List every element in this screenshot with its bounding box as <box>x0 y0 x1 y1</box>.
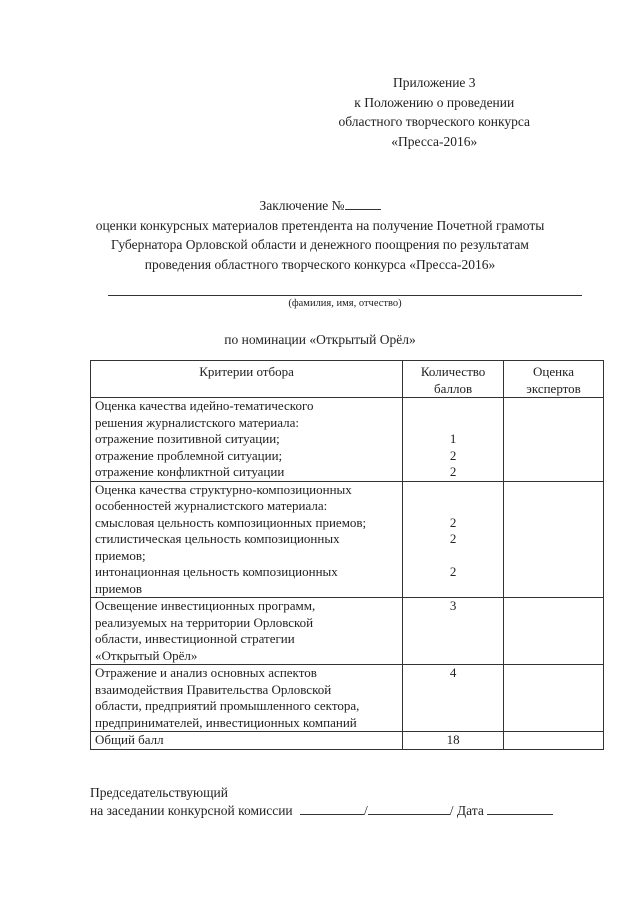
conclusion-header <box>70 196 570 274</box>
criteria-cell: Отражение и анализ основных аспектов взаимодействия Правительства Орловской области, предприятий промышленного сектора, предпринимателей, инвестиционных компаний <box>91 665 403 732</box>
points-cell: 3 <box>403 598 504 665</box>
total-points: 18 <box>403 732 504 750</box>
header-points <box>403 361 504 398</box>
conclusion-line-1: оценки конкурсных материалов претендента на получение Почетной грамоты <box>95 217 545 233</box>
signature-line <box>90 802 553 820</box>
conclusion-line-3: проведения областного творческого конкурса «Пресса-2016» <box>144 256 496 272</box>
total-expert-score[interactable] <box>504 732 604 750</box>
total-label: Общий балл <box>91 732 403 750</box>
appendix-ref-line: к Положению о проведении <box>354 94 515 110</box>
header-experts-line-2: экспертов <box>526 380 581 396</box>
criteria-cell: Освещение инвестиционных программ, реализуемых на территории Орловской области, инвестиционной стратегии «Открытый Орёл» <box>91 598 403 665</box>
appendix-contest-line: областного творческого конкурса <box>338 114 530 129</box>
points-cell: 2 2 2 <box>403 481 504 598</box>
conclusion-line-2: Губернатора Орловской области и денежного поощрения по результатам <box>111 237 529 252</box>
points-cell: 4 <box>403 665 504 732</box>
appendix-contest-name: «Пресса-2016» <box>391 133 478 149</box>
date-label: / Дата <box>449 803 484 818</box>
signature-chair-label: Председательствующий <box>90 785 228 800</box>
signature-separator: / <box>364 803 368 818</box>
conclusion-title-text: Заключение № <box>259 198 345 213</box>
signature-commission-label: на заседании конкурсной комиссии <box>90 803 293 818</box>
criteria-cell: Оценка качества структурно-композиционных особенностей журналистского материала: смысловая цельность композиционных приемов; стилистическая цельность композиционных приемов; интонационная цельность композиционных приемов <box>91 481 403 598</box>
conclusion-number-blank <box>345 197 381 210</box>
expert-score-cell[interactable] <box>504 665 604 732</box>
total-row <box>91 732 604 750</box>
header-experts <box>504 361 604 398</box>
signature-block <box>90 784 553 820</box>
expert-score-cell[interactable] <box>504 598 604 665</box>
points-cell: 1 2 2 <box>403 398 504 482</box>
header-experts-line-1: Оценка <box>533 364 575 379</box>
criteria-table <box>90 360 604 750</box>
table-row <box>91 481 604 598</box>
nomination-title: по номинации «Открытый Орёл» <box>224 332 416 347</box>
header-points-line-2: баллов <box>434 380 473 396</box>
expert-score-cell[interactable] <box>504 398 604 482</box>
conclusion-title <box>70 196 570 216</box>
signature-blank[interactable] <box>300 802 364 815</box>
fio-caption: (фамилия, имя, отчество) <box>288 298 402 309</box>
appendix-number: Приложение 3 <box>392 75 476 90</box>
table-row <box>91 398 604 482</box>
date-blank[interactable] <box>487 802 553 815</box>
appendix-block <box>339 73 530 151</box>
name-blank[interactable] <box>368 802 450 815</box>
table-header-row <box>91 361 604 398</box>
table-row <box>91 665 604 732</box>
header-points-line-1: Количество <box>420 364 486 379</box>
header-criteria: Критерии отбора <box>91 361 403 398</box>
criteria-cell: Оценка качества идейно-тематического решения журналистского материала: отражение позитивной ситуации; отражение проблемной ситуации; отражение конфликтной ситуации <box>91 398 403 482</box>
fio-blank-line <box>108 295 582 296</box>
expert-score-cell[interactable] <box>504 481 604 598</box>
table-row <box>91 598 604 665</box>
